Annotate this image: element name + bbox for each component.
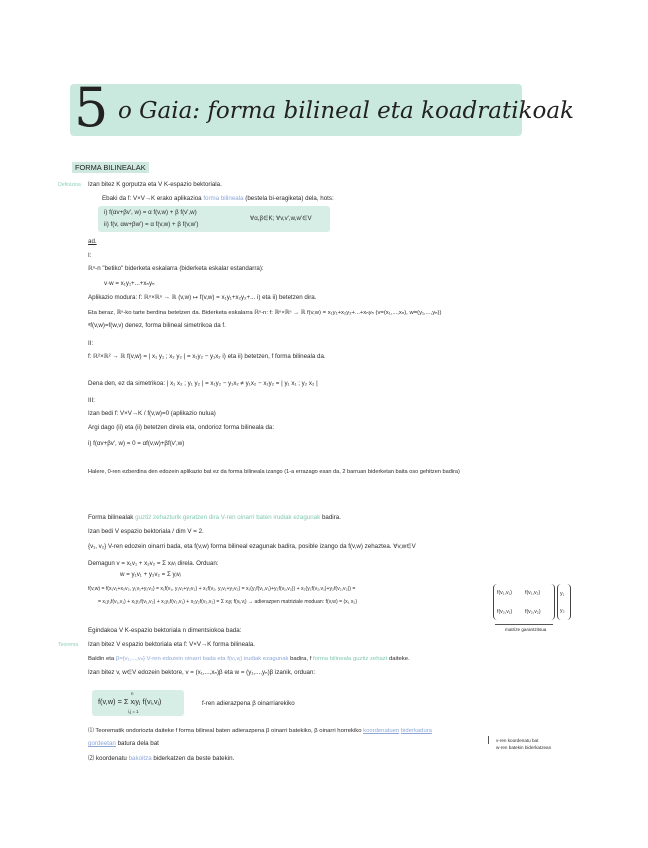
text-span: Forma bilinealak [88,514,134,521]
matrix-entry: f(v₁,v₁) [497,590,513,596]
text-span: Ebaki da f: V×V→K erako aplikazioa [102,195,202,202]
matrix-entry: f(v₁,v₂) [525,590,541,596]
formula-subscript: i,j = 1 [128,709,139,714]
margin-label-theorem: Teorema [58,642,79,648]
formula-line: f(v,w) = f(x₁v₁+x₂v₂, y₁v₁+y₂v₂) = x₁f(v₁, y₁v₁+y₂v₂) + x₂f(v₂, y₁v₁+y₂v₂) = x₁(y₁f(v₁,v₁)+y₂f(v₁,v₂)) + x₂(y₁f(v₂,v₁)+y₂f(v₂,v₂)) = [88,586,356,592]
example-label: III: [88,397,95,404]
example-label: II: [88,340,94,347]
text-span: ⑵ koordenatu [88,755,127,762]
text-line [102,195,334,203]
matrix-entry: f(v₂,v₁) [497,609,513,615]
term-highlight: β={v₁,...,vₙ} V-ren edozein oinarri bada eta f(vᵢ,vⱼ) irudiak ezagunak [115,656,289,662]
text-line: Izan bitez v, w∈V edozein bektore, v = (x₁,...,xₙ)β eta w = (y₁,...,yₙ)β izanik, orduan: [88,669,316,676]
examples-label: ad. [88,238,97,245]
text-line: Demagun v = x₁v₁ + x₂v₂ = Σ xᵢvᵢ direla. Orduan: [88,560,219,567]
side-note: v-ren koordenatu bat [496,738,539,743]
text-line: {v₁, v₂} V-ren edozein oinarri bada, eta f(v,w) forma bilineal ezagunak badira, posible izango da f(v,w) zehaztea. ∀v,w∈V [88,543,416,550]
formula-line: i) f(αv+βv', w) = 0 = αf(v,w)+βf(v',w) [88,440,185,447]
text-line [88,655,410,663]
formula-line: v·w = x₁y₁+...+xₙyₙ [104,280,155,287]
margin-label-definition: Definizioa [58,182,81,188]
matrix-entry: f(v₂,v₂) [525,609,541,615]
chapter-number: 5 [74,76,109,139]
property-line: i) f(αv+βv', w) = α f(v,w) + β f(v',w) [104,209,197,216]
text-line [88,755,234,763]
formula-note: f-ren adierazpena β oinarriarekiko [202,700,295,707]
term-highlight: forma bilineala [203,195,244,202]
text-line: Argi dago (ii) eta (ii) betetzen direla eta, ondorioz forma bilineala da: [88,424,275,431]
term-highlight: biderkadura [400,728,432,734]
formula-superscript: n [131,691,134,696]
vector-entry: y₁ [560,591,565,597]
text-line: Eta beraz, ℝⁿ-ko tarte berdina betetzen da. Biderketa eskalarra ℝⁿ-n: f: ℝⁿ×ℝⁿ → ℝ f(v,w) = x₁y₁+x₂y₂+...+xₙyₙ (v=(x₁,...,xₙ), w=(y₁,...,yₙ)) [88,310,442,316]
text-span: Baldin eta [88,656,115,662]
text-line: Egindakoa V K-espazio bektoriala n dimentsiokoa bada: [88,627,242,634]
text-line: Dena den, ez da simetrikoa: | x₁ x₂ ; y₁ y₂ | = x₁y₂ − y₁x₂ ≠ y₁x₂ − x₁y₂ = | y₁ x₁ ; y₂ x₂ | [88,380,318,387]
chapter-title: o Gaia: forma bilineal eta koadratikoak [118,98,574,124]
text-span: ⑴ Teorematik ondoriozta daiteke f forma bilineal baten adierazpena β oinarri batekiko, β oinarri horrekiko [88,728,362,734]
term-highlight: gordeetan [88,740,116,747]
vector-entry: y₂ [560,608,565,614]
text-span: batura dela bat [117,740,159,747]
text-line: ᵃf(v,w)=f(w,v) denez, forma bilineal simetrikoa da f. [88,322,226,329]
matrix-caption: matrize garantzitsua [505,627,547,632]
section-heading: FORMA BILINEALAK [72,162,149,173]
quantifier-text: ∀α,β∈K; ∀v,v',w,w'∈V [250,215,312,222]
text-line: Izan bedi f: V×V→K / f(v,w)=0 (aplikazio nulua) [88,410,216,417]
text-line: Izan bitez K gorputza eta V K-espazio bektoriala. [88,181,222,188]
text-line: ℝⁿ-n "betiko" biderketa eskalarra (biderketa eskalar estandarra): [88,265,264,272]
text-line [88,514,341,522]
formula-line: = x₁y₁f(v₁,v₁) + x₁y₂f(v₁,v₂) + x₂y₁f(v₂,v₁) + x₂y₂f(v₂,v₂) = Σ xᵢyⱼ f(vᵢ,vⱼ) → adierazpen matriziale moduan: f(v,w) = (x₁ x₂) [98,599,358,605]
text-span: badira, f [290,656,312,662]
text-line: f: ℝ²×ℝ² → ℝ f(v,w) = | x₁ y₁ ; x₂ y₂ | = x₁y₂ − y₁x₂ i) eta ii) betetzen, f forma bilineala da. [88,353,326,360]
text-span: biderkatzen da beste batekin. [153,755,235,762]
text-span: (bestela bi-eragiketa) dela, hots: [245,195,334,202]
text-line: Aplikazio modura: f: ℝⁿ×ℝⁿ → ℝ (v,w) ↦ f(v,w) = x₁y₁+x₂y₂+... i) eta ii) betetzen dira. [88,294,317,301]
text-line: Izan bitez V espazio bektoriala eta f: V×V→K forma bilineala. [88,641,255,648]
text-line [88,740,159,748]
annotation-arrow [488,736,490,744]
text-line: Halere, 0-ren ezberdina den edozein aplikazio bat ez da forma bilineala izango (1-a errazago esan da, 2 barruan biderketan baita oso gehitzen badira) [88,469,460,475]
text-span: badira. [321,514,341,521]
underbrace [495,624,553,625]
formula-line: w = y₁v₁ + y₂v₂ = Σ yⱼvⱼ [120,571,181,578]
term-highlight: koordenatuen [363,728,400,734]
property-line: ii) f(v, αw+βw') = α f(v,w) + β f(v,w') [104,221,199,228]
text-span: daiteke. [388,656,410,662]
term-highlight: bakoitza [128,755,152,762]
side-note: w-ren batekin biderkatzean [496,745,552,750]
term-highlight: V-ren oinarri baten irudiak ezagunak [220,514,321,521]
key-formula: f(v,w) = Σ xᵢyⱼ f(vᵢ,vⱼ) [98,697,162,706]
text-line [88,727,432,735]
example-label: I: [88,252,92,259]
term-highlight: guztiz zehazturik geratzen dira [135,514,220,521]
text-line: Izan bedi V espazio bektoriala / dim V = 2. [88,528,204,535]
term-highlight: forma bilineala guztiz zehazt [313,656,388,662]
